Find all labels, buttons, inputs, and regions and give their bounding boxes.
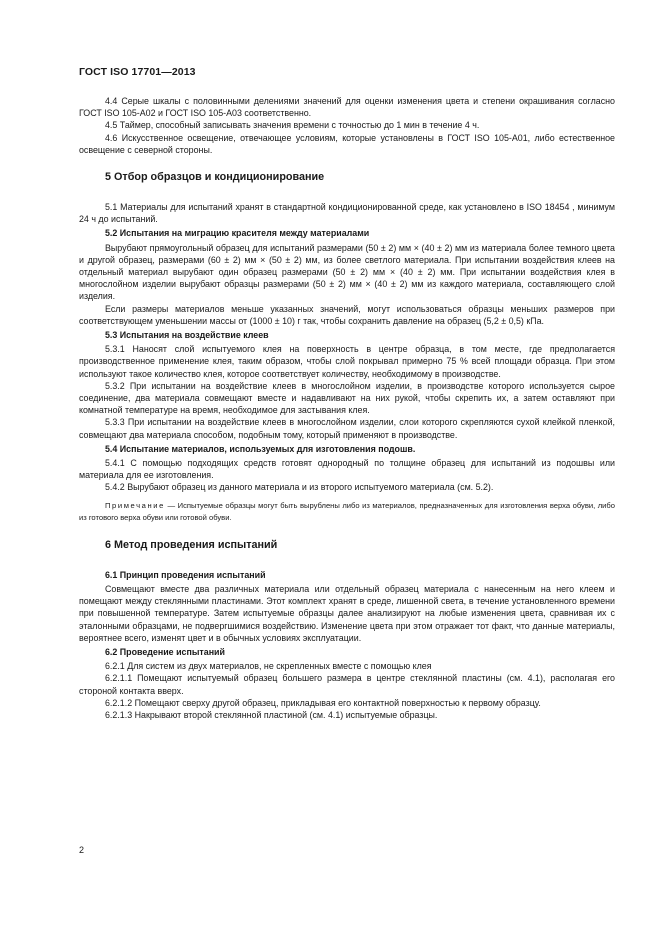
note-text: — Испытуемые образцы могут быть вырублены либо из материалов, предназначенных для изготовления верха обуви, либо из готового верха обуви или готовой обуви. (79, 500, 615, 522)
note-label: Примечание (105, 500, 165, 510)
paragraph-5-3-3: 5.3.3 При испытании на воздействие клеев в многослойном изделии, слои которого скрепляются сухой клейкой пленкой, совмещают два материала способом, подобным тому, который применяют в производстве. (79, 417, 615, 440)
paragraph-5-2-b: Если размеры материалов меньше указанных значений, могут использоваться образцы меньших размеров при соответствующем уменьшении массы от (1000 ± 10) г так, чтобы сохранить давление на образец (5,2 ± 0,5) кПа. (79, 303, 615, 326)
paragraph-6-2-1-2: 6.2.1.2 Помещают сверху другой образец, прикладывая его контактной поверхностью к первому образцу. (105, 697, 541, 708)
document-body (79, 95, 615, 721)
section-6-heading: 6 Метод проведения испытаний (105, 538, 278, 551)
paragraph-5-4-2: 5.4.2 Вырубают образец из данного материала и из второго испытуемого материала (см. 5.2). (105, 482, 494, 493)
note (79, 500, 615, 524)
section-5-heading: 5 Отбор образцов и кондиционирование (105, 171, 325, 184)
paragraph-5-3-1: 5.3.1 Наносят слой испытуемого клея на поверхность в центре образца, в том месте, где предполагается производственное применение клея, таким образом, чтобы слой покрывал примерно 75 % всей площади образца. При этом используют такое количество клея, которое соответствует количеству, необходимому в производстве. (79, 344, 615, 379)
paragraph-5-3-2: 5.3.2 При испытании на воздействие клеев в многослойном изделии, в производстве которого используется сырое соединение, два материала совмещают вместе и надавливают на них рукой, чтобы скрепить их, а затем оставляют при комнатной температуре на время, необходимое для застывания клея. (79, 380, 615, 416)
paragraph-5-1: 5.1 Материалы для испытаний хранят в стандартной кондиционированной среде, как установлено в ISO 18454 , минимум 24 ч до испытаний. (79, 202, 615, 225)
subsection-6-2-heading: 6.2 Проведение испытаний (105, 646, 225, 657)
subsection-5-2-heading: 5.2 Испытания на миграцию красителя между материалами (105, 228, 370, 239)
paragraph-5-2-a: Вырубают прямоугольный образец для испытаний размерами (50 ± 2) мм × (40 ± 2) мм из материала более темного цвета и другой образец, размерами (60 ± 2) мм × (50 ± 2) мм, из более светлого материала. При испытании воздействия клеев на отдельный материал вырубают один образец размерами (50 ± 2) мм × (40 ± 2) мм. При испытании воздействия клея в многослойном изделии вырубают образцы размерами (50 ± 2) мм × (40 ± 2) мм из каждого материала, составляющего слой изделия. (79, 242, 615, 302)
subsection-5-4-heading: 5.4 Испытание материалов, используемых для изготовления подошв. (105, 443, 416, 454)
paragraph-4-4: 4.4 Серые шкалы с половинными делениями значений для оценки изменения цвета и степени окрашивания согласно ГОСТ ISO 105-А02 и ГОСТ ISO 105-А03 соответственно. (79, 96, 615, 119)
paragraph-4-6: 4.6 Искусственное освещение, отвечающее условиям, которые установлены в ГОСТ ISO 105-А01, либо естественное освещение с северной стороны. (79, 132, 615, 155)
subsection-6-1-heading: 6.1 Принцип проведения испытаний (105, 569, 266, 580)
paragraph-6-2-1-1: 6.2.1.1 Помещают испытуемый образец большего размера в центре стеклянной пластины (см. 4.1), располагая его стороной контакта вверх. (79, 673, 615, 696)
paragraph-6-1: Совмещают вместе два различных материала или отдельный образец материала с нанесенным на него клеем и помещают между стеклянными пластинами. Этот комплект хранят в среде, лишенной света, в течение установленного времени при повышенной температуре. Затем испытуемые образцы далее анализируют на любые изменения цвета, сравнивая их с эталонными образцами, не подвергшимися воздействию. Изменение цвета при этом отражает тот факт, что данные материалы, вероятнее всего, изменят цвет и в обычных условиях эксплуатации. (79, 583, 615, 643)
paragraph-6-2-1-3: 6.2.1.3 Накрывают второй стеклянной пластиной (см. 4.1) испытуемые образцы. (105, 709, 438, 720)
subsection-5-3-heading: 5.3 Испытания на воздействие клеев (105, 330, 269, 341)
paragraph-6-2-1: 6.2.1 Для систем из двух материалов, не скрепленных вместе с помощью клея (105, 661, 432, 672)
paragraph-4-5: 4.5 Таймер, способный записывать значения времени с точностью до 1 мин в течение 4 ч. (105, 120, 480, 131)
paragraph-5-4-1: 5.4.1 С помощью подходящих средств готовят однородный по толщине образец для испытаний из подошвы или материала для ее изготовления. (79, 458, 615, 481)
page-number: 2 (79, 845, 85, 855)
document-header: ГОСТ ISO 17701—2013 (79, 66, 196, 78)
